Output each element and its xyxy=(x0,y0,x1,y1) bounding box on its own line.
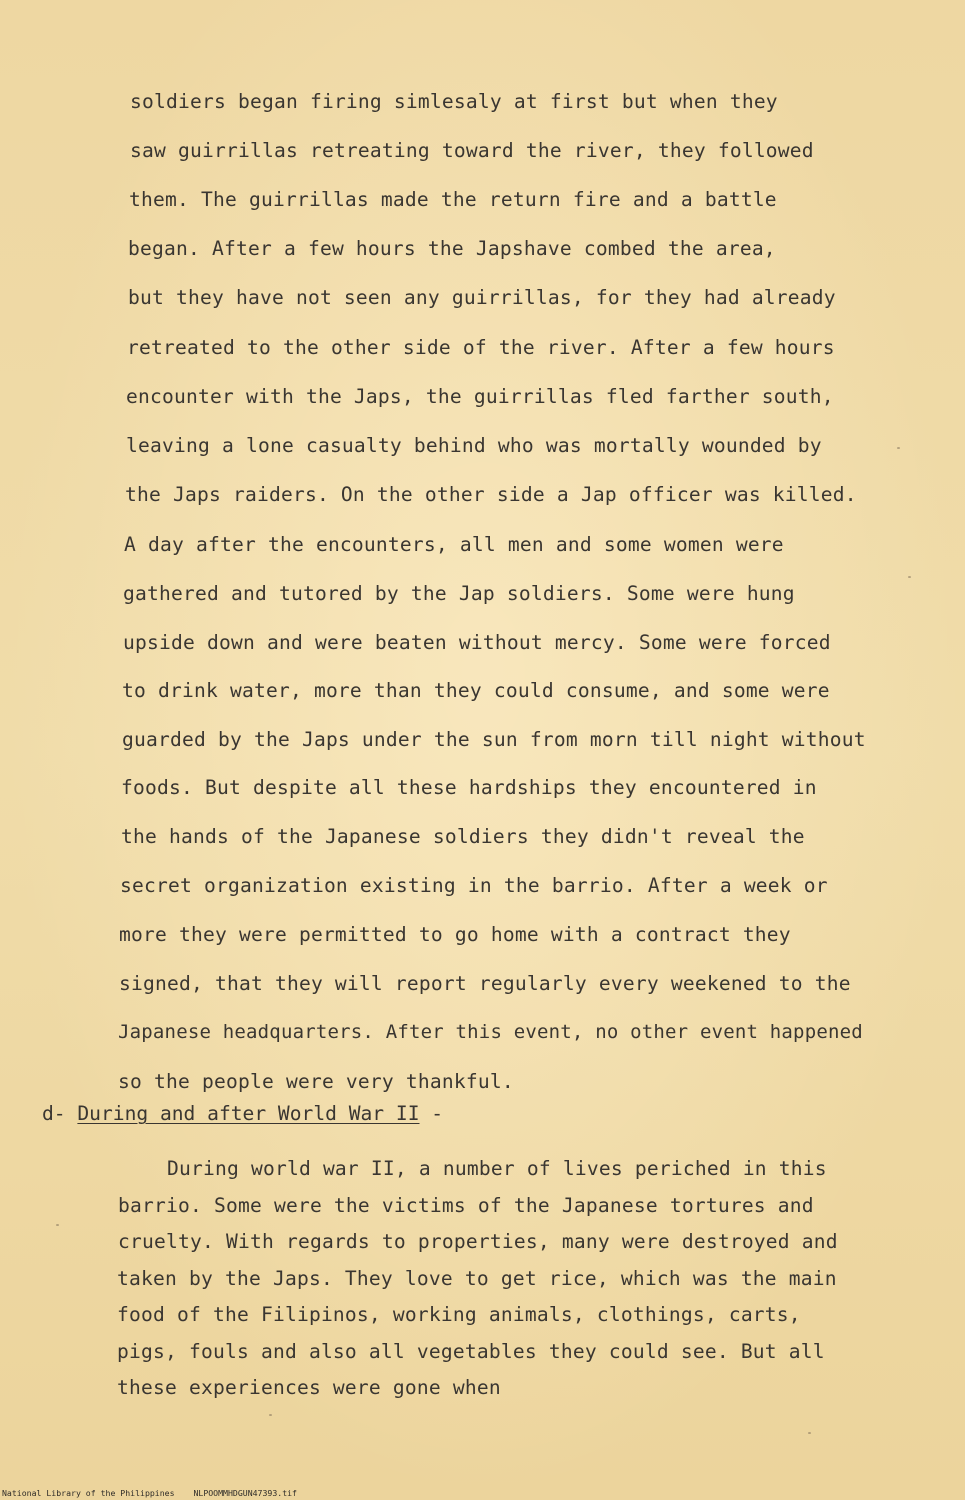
text-line: leaving a lone casualty behind who was mortally wounded by xyxy=(126,434,822,457)
paper-speck xyxy=(56,1224,59,1226)
paper-speck xyxy=(897,447,900,449)
text-line: food of the Filipinos, working animals, clothings, carts, xyxy=(117,1303,801,1326)
text-line: began. After a few hours the Japshave combed the area, xyxy=(128,237,776,260)
text-line: A day after the encounters, all men and some women were xyxy=(124,533,784,556)
text-line: more they were permitted to go home with a contract they xyxy=(119,923,791,946)
text-line: encounter with the Japs, the guirrillas fled farther south, xyxy=(126,385,834,408)
text-line: cruelty. With regards to properties, many were destroyed and xyxy=(118,1230,838,1253)
footer-file: NLPOOMMHDGUN47393.tif xyxy=(193,1488,297,1498)
text-line: them. The guirrillas made the return fire and a battle xyxy=(129,188,777,211)
text-line: the hands of the Japanese soldiers they didn't reveal the xyxy=(121,825,805,848)
scan-footer xyxy=(2,1489,311,1497)
text-line: soldiers began firing simlesaly at first but when they xyxy=(130,90,778,113)
text-line: signed, that they will report regularly every weekened to the xyxy=(119,972,851,995)
section-heading xyxy=(42,1104,443,1124)
text-line: pigs, fouls and also all vegetables they could see. But all xyxy=(117,1340,825,1363)
text-line: saw guirrillas retreating toward the river, they followed xyxy=(130,139,814,162)
text-line: barrio. Some were the victims of the Japanese tortures and xyxy=(118,1194,814,1217)
text-line: so the people were very thankful. xyxy=(118,1070,514,1093)
text-line: During world war II, a number of lives periched in this xyxy=(119,1157,827,1180)
text-line: foods. But despite all these hardships they encountered in xyxy=(121,776,817,799)
section-title: During and after World War II xyxy=(77,1102,420,1125)
text-line: but they have not seen any guirrillas, for they had already xyxy=(128,286,836,309)
footer-source: National Library of the Philippines xyxy=(2,1488,175,1498)
text-line: the Japs raiders. On the other side a Jap officer was killed. xyxy=(125,483,857,506)
text-line: gathered and tutored by the Jap soldiers. Some were hung xyxy=(123,582,795,605)
text-line: upside down and were beaten without mercy. Some were forced xyxy=(123,631,831,654)
text-line: guarded by the Japs under the sun from morn till night without xyxy=(122,728,866,751)
paper-speck xyxy=(908,576,911,578)
section-letter: d- xyxy=(42,1102,78,1125)
text-line: these experiences were gone when xyxy=(117,1376,501,1399)
text-line: retreated to the other side of the river. After a few hours xyxy=(127,336,835,359)
text-line: to drink water, more than they could consume, and some were xyxy=(122,679,830,702)
paper-speck xyxy=(269,1414,272,1416)
text-line: secret organization existing in the barrio. After a week or xyxy=(120,874,828,897)
section-dash: - xyxy=(419,1102,444,1125)
text-line: Japanese headquarters. After this event, no other event happened xyxy=(118,1021,863,1043)
paper-speck xyxy=(808,1432,811,1434)
text-line: taken by the Japs. They love to get rice, which was the main xyxy=(117,1267,837,1290)
